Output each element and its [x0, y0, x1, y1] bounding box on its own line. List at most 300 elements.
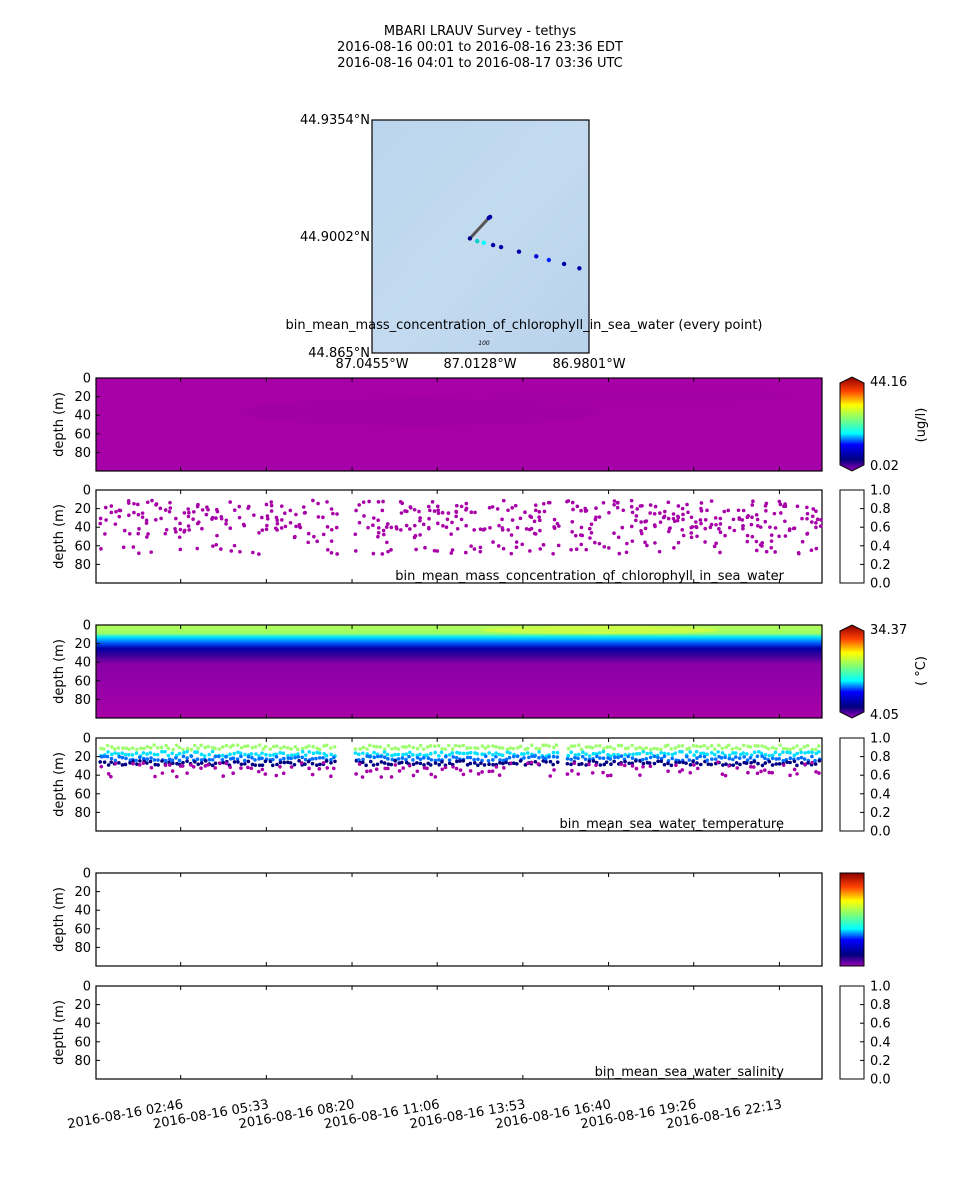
chl-sample — [654, 505, 658, 509]
chl-sample — [704, 518, 708, 522]
chl-sample — [216, 510, 220, 514]
chl-sample — [159, 517, 163, 521]
temp-sample — [674, 746, 678, 750]
chl-sample — [132, 511, 136, 515]
chl-sample — [640, 504, 644, 508]
temp-sample — [116, 746, 120, 750]
temp-sample — [218, 761, 222, 765]
time-tick-label: 2016-08-16 19:26 — [579, 1097, 698, 1133]
temp-sample — [519, 745, 523, 749]
chl-sample — [317, 515, 321, 519]
chl-sample — [765, 550, 769, 554]
chl-sample — [496, 507, 500, 511]
chl-sample — [672, 512, 676, 516]
temp-sample — [264, 772, 268, 776]
chl-sample — [617, 535, 621, 539]
temp-sample — [225, 762, 229, 766]
temp-sample — [246, 766, 250, 770]
colorbar-tick-label: 0.8 — [870, 502, 891, 518]
chl-sample — [473, 547, 477, 551]
temp-sample — [727, 764, 731, 768]
temp-sample — [487, 762, 491, 766]
temp-sample — [761, 764, 765, 768]
temp-sample — [164, 744, 168, 748]
temp-sample — [375, 745, 379, 749]
temp-sample — [494, 755, 498, 759]
chl-sample — [123, 529, 127, 533]
temp-sample — [746, 758, 750, 762]
temp-sample — [598, 756, 602, 760]
chl-sample — [631, 539, 635, 543]
temp-sample — [282, 761, 286, 765]
chl-sample — [793, 526, 797, 530]
temp-sample — [389, 763, 393, 767]
chl-sample — [270, 509, 274, 513]
chl-sample — [816, 518, 820, 522]
temp-sample — [390, 754, 394, 758]
chl-sample — [149, 550, 153, 554]
chl-sample — [677, 504, 681, 508]
temp-sample — [792, 746, 796, 750]
chl-sample — [178, 522, 182, 526]
temp-sample — [455, 751, 459, 755]
temp-sample — [149, 760, 153, 764]
chl-sample — [196, 505, 200, 509]
chl-sample — [395, 527, 399, 531]
temp-sample — [793, 768, 797, 772]
temp-sample — [127, 747, 131, 751]
temp-sample — [501, 753, 505, 757]
depth-tick-label: 0 — [82, 866, 91, 882]
temp-sample — [584, 752, 588, 756]
temp-sample — [577, 753, 581, 757]
chl-sample — [146, 500, 150, 504]
temp-sample — [659, 748, 663, 752]
temp-sample — [110, 753, 114, 757]
chl-sample — [556, 522, 560, 526]
temp-sample — [678, 760, 682, 764]
temp-sample — [240, 746, 244, 750]
depth-tick-label: 80 — [74, 940, 91, 956]
temp-sample — [742, 743, 746, 747]
chl-sample — [726, 509, 730, 513]
temp-sample — [221, 758, 225, 762]
chl-sample — [653, 512, 657, 516]
temp-sample — [565, 762, 569, 766]
time-tick-label: 2016-08-16 16:40 — [494, 1097, 613, 1133]
chl-sample — [293, 535, 297, 539]
chl-sample — [681, 507, 685, 511]
chl-sample — [316, 502, 320, 506]
chl-sample — [132, 545, 136, 549]
temp-sample — [487, 751, 491, 755]
chl-sample — [460, 505, 464, 509]
depth-axis-label: depth (m) — [52, 887, 67, 952]
temp-sample — [494, 751, 498, 755]
depth-tick-label: 20 — [74, 750, 91, 766]
temp-sample — [770, 771, 774, 775]
chl-sample — [509, 552, 513, 556]
temp-sample — [243, 762, 247, 766]
chl-sample — [584, 548, 588, 552]
chl-sample — [574, 534, 578, 538]
temp-sample — [734, 751, 738, 755]
chl-sample — [382, 533, 386, 537]
temp-sample — [106, 744, 110, 748]
temp-sample — [781, 750, 785, 754]
chl-sample — [625, 550, 629, 554]
chl-sample — [800, 517, 804, 521]
chl-sample — [700, 501, 704, 505]
temp-sample — [329, 746, 333, 750]
temp-sample — [738, 763, 742, 767]
temp-sample — [135, 748, 139, 752]
chl-sample — [488, 506, 492, 510]
temp-sample — [771, 763, 775, 767]
temp-sample — [667, 752, 671, 756]
temp-sample — [705, 752, 709, 756]
temp-scatter-colorbar — [840, 732, 891, 840]
chl-sample — [357, 503, 361, 507]
temp-sample — [782, 747, 786, 751]
temp-sample — [304, 758, 308, 762]
chl-contour-panel — [96, 378, 822, 471]
chl-sample — [427, 517, 431, 521]
chl-scatter-label: bin_mean_mass_concentration_of_chlorophyll_in_sea_water — [395, 569, 784, 584]
temp-sample — [458, 759, 462, 763]
chl-sample — [658, 550, 662, 554]
temp-sample — [419, 757, 423, 761]
temp-sample — [699, 745, 703, 749]
temp-sample — [358, 762, 362, 766]
depth-tick-label: 60 — [74, 427, 91, 443]
temp-sample — [609, 762, 613, 766]
chl-sample — [695, 526, 699, 530]
sal-blank-colorbar — [840, 986, 864, 1079]
temp-sample — [649, 748, 653, 752]
temp-sample — [433, 751, 437, 755]
chl-sample — [377, 526, 381, 530]
temp-sample — [251, 746, 255, 750]
temp-sample — [552, 751, 556, 755]
temp-sample — [659, 751, 663, 755]
chl-sample — [607, 546, 611, 550]
temp-sample — [699, 763, 703, 767]
temp-sample — [688, 746, 692, 750]
chl-sample — [691, 525, 695, 529]
chl-sample — [755, 549, 759, 553]
temp-sample — [380, 760, 384, 764]
chl-sample — [773, 550, 777, 554]
temp-sample — [566, 757, 570, 761]
temp-sample — [635, 767, 639, 771]
temp-sample — [145, 761, 149, 765]
temp-sample — [487, 745, 491, 749]
chl-sample — [417, 510, 421, 514]
temp-sample — [329, 761, 333, 765]
chl-sample — [98, 522, 102, 526]
temp-sample — [710, 751, 714, 755]
chl-sample — [680, 528, 684, 532]
chl-sample — [570, 530, 574, 534]
chl-sample — [104, 506, 108, 510]
temp-sample — [260, 756, 264, 760]
chl-sample — [312, 535, 316, 539]
chl-sample — [423, 546, 427, 550]
track-point — [562, 262, 566, 266]
chl-title: bin_mean_mass_concentration_of_chlorophyll_in_sea_water (every point) — [285, 318, 763, 333]
temp-sample — [544, 743, 548, 747]
temp-sample — [567, 747, 571, 751]
temp-sample — [760, 744, 764, 748]
chl-subsurface-patch-2 — [490, 385, 790, 405]
temp-sample — [800, 756, 804, 760]
sal-frame — [96, 873, 822, 966]
temp-sample — [131, 753, 135, 757]
temp-sample — [279, 747, 283, 751]
chl-sample — [196, 522, 200, 526]
temp-sample — [653, 754, 657, 758]
chl-sample — [774, 526, 778, 530]
temp-sample — [275, 755, 279, 759]
temp-sample — [620, 754, 624, 758]
temp-sample — [512, 761, 516, 765]
chl-sample — [653, 523, 657, 527]
temp-sample — [390, 747, 394, 751]
chl-sample — [523, 510, 527, 514]
temp-sample — [146, 745, 150, 749]
temp-sample — [107, 772, 111, 776]
chl-sample — [146, 532, 150, 536]
temp-sample — [193, 760, 197, 764]
temp-sample — [448, 758, 452, 762]
temp-sample — [354, 747, 358, 751]
temp-sample — [695, 750, 699, 754]
temp-sample — [364, 764, 368, 768]
temp-sample — [372, 756, 376, 760]
temp-sample — [200, 758, 204, 762]
temp-sample — [749, 756, 753, 760]
chl-sample — [307, 532, 311, 536]
temp-sample — [796, 757, 800, 761]
temp-sample — [731, 763, 735, 767]
track-point — [534, 254, 538, 258]
temp-sample — [369, 769, 373, 773]
temp-sample — [372, 751, 376, 755]
temp-sample — [102, 747, 106, 751]
temp-sample — [109, 760, 113, 764]
temp-sample — [455, 767, 459, 771]
sal-colorbar — [840, 873, 864, 966]
temp-sample — [418, 753, 422, 757]
chl-sample — [538, 519, 542, 523]
temp-sample — [577, 743, 581, 747]
chl-sample — [386, 522, 390, 526]
chl-sample — [551, 552, 555, 556]
temp-sample — [425, 753, 429, 757]
chl-sample — [174, 517, 178, 521]
temp-sample — [652, 747, 656, 751]
temp-sample — [419, 762, 423, 766]
temp-sample — [462, 773, 466, 777]
colorbar-tick-label: 0.4 — [870, 539, 891, 555]
temp-sample — [706, 746, 710, 750]
chl-sample — [455, 504, 459, 508]
temp-sample — [466, 751, 470, 755]
temp-sample — [142, 751, 146, 755]
chl-sample — [797, 552, 801, 556]
chl-sample — [280, 526, 284, 530]
chl-sample — [681, 513, 685, 517]
temp-sample — [107, 763, 111, 767]
chl-sample — [667, 517, 671, 521]
chl-sample — [187, 511, 191, 515]
chl-sample — [819, 524, 823, 528]
chl-sample — [741, 527, 745, 531]
chl-sample — [225, 518, 229, 522]
temp-sample — [301, 750, 305, 754]
temp-sample — [168, 763, 172, 767]
chl-sample — [620, 526, 624, 530]
temp-sample — [602, 750, 606, 754]
chl-sample — [717, 527, 721, 531]
chl-sample — [117, 515, 121, 519]
chl-sample — [330, 528, 334, 532]
temp-sample — [282, 751, 286, 755]
temp-sample — [491, 763, 495, 767]
temp-sample — [814, 762, 818, 766]
temp-sample — [398, 769, 402, 773]
temp-sample — [795, 744, 799, 748]
chl-sample — [806, 532, 810, 536]
chl-sample — [127, 513, 131, 517]
temp-sample — [440, 751, 444, 755]
temp-warm-patch — [480, 626, 720, 634]
chl-sample — [173, 527, 177, 531]
temp-sample — [695, 744, 699, 748]
chl-sample — [770, 539, 774, 543]
chl-sample — [677, 541, 681, 545]
temp-sample — [275, 744, 279, 748]
depth-tick-label: 80 — [74, 1053, 91, 1069]
temp-sample — [127, 753, 131, 757]
chl-sample — [455, 510, 459, 514]
chl-sample — [602, 545, 606, 549]
chl-sample — [265, 503, 269, 507]
chl-sample — [233, 508, 237, 512]
depth-tick-label: 60 — [74, 539, 91, 555]
temp-sample — [526, 762, 530, 766]
chl-sample — [593, 541, 597, 545]
chl-sample — [261, 528, 265, 532]
temp-sample — [314, 757, 318, 761]
chl-sample — [594, 518, 598, 522]
temp-sample — [408, 764, 412, 768]
temp-colorbar-body — [840, 625, 864, 718]
temp-sample — [720, 746, 724, 750]
temp-sample — [204, 759, 208, 763]
temp-sample — [476, 747, 480, 751]
temp-sample — [764, 753, 768, 757]
temp-sample — [357, 753, 361, 757]
chl-sample — [132, 502, 136, 506]
chl-sample — [150, 499, 154, 503]
temp-sample — [623, 760, 627, 764]
temp-sample — [814, 747, 818, 751]
chl-sample — [510, 533, 514, 537]
chl-sample — [427, 527, 431, 531]
temp-sample — [713, 747, 717, 751]
temp-sample — [638, 773, 642, 777]
temp-sample — [698, 755, 702, 759]
chl-units: (ug/l) — [914, 407, 929, 443]
temp-sample — [659, 759, 663, 763]
temp-sample — [135, 751, 139, 755]
temp-sample — [239, 751, 243, 755]
chl-sample — [168, 506, 172, 510]
temp-sample — [142, 747, 146, 751]
temp-sample — [332, 767, 336, 771]
chl-sample — [389, 526, 393, 530]
temp-sample — [203, 746, 207, 750]
temp-sample — [536, 762, 540, 766]
temp-sample — [358, 747, 362, 751]
temp-sample — [774, 751, 778, 755]
temp-sample — [153, 775, 157, 779]
chl-sample — [502, 499, 506, 503]
temp-sample — [138, 759, 142, 763]
depth-axis-label: depth (m) — [52, 1000, 67, 1065]
chl-sample — [257, 531, 261, 535]
track-point — [499, 245, 503, 249]
chl-sample — [483, 527, 487, 531]
chl-sample — [418, 533, 422, 537]
temp-sample — [109, 775, 113, 779]
temp-scatter-panel — [96, 738, 822, 832]
temp-sample — [150, 766, 154, 770]
chl-sample — [686, 510, 690, 514]
depth-tick-label: 40 — [74, 655, 91, 671]
chl-sample — [154, 503, 158, 507]
depth-tick-label: 0 — [82, 731, 91, 747]
chl-colorbar — [840, 375, 929, 474]
temp-sample — [771, 756, 775, 760]
temp-sample — [459, 768, 463, 772]
temp-sample — [379, 775, 383, 779]
temp-sample — [623, 764, 627, 768]
temp-sample — [322, 761, 326, 765]
temp-sample — [139, 747, 143, 751]
chl-sample — [530, 527, 534, 531]
temp-sample — [272, 745, 276, 749]
chl-sample — [516, 526, 520, 530]
chl-sample — [751, 535, 755, 539]
chl-sample — [580, 526, 584, 530]
temp-sample — [207, 745, 211, 749]
temp-sample — [569, 758, 573, 762]
temp-sample — [799, 751, 803, 755]
temp-sample — [408, 751, 412, 755]
temp-sample — [102, 755, 106, 759]
chl-sample — [289, 521, 293, 525]
temp-sample — [153, 758, 157, 762]
temp-sample — [429, 752, 433, 756]
temp-sample — [549, 760, 553, 764]
temp-sample — [555, 743, 559, 747]
temp-sample — [710, 757, 714, 761]
temp-sample — [437, 758, 441, 762]
chl-sample — [751, 499, 755, 503]
